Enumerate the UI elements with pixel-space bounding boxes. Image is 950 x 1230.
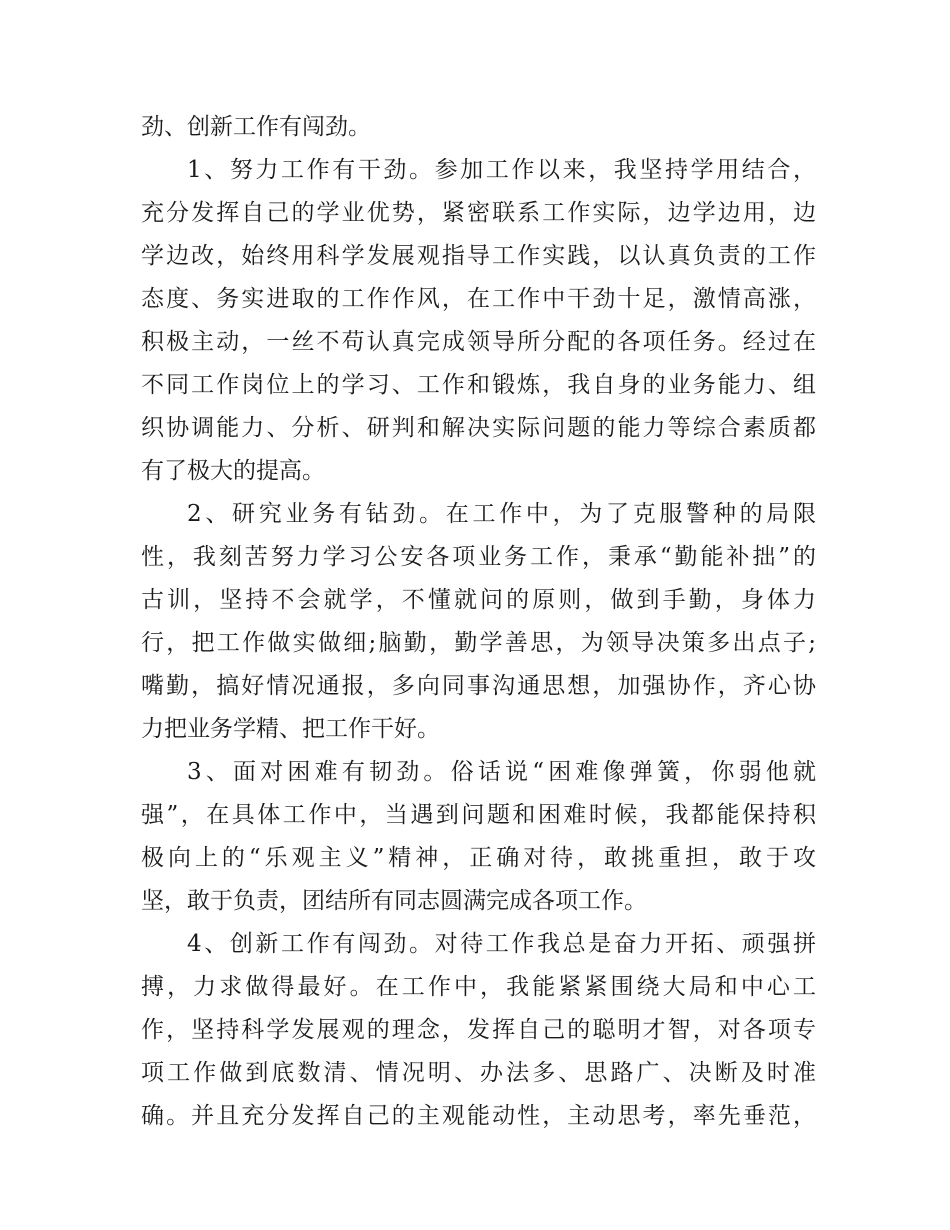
text-line: 搏，力求做得最好。在工作中，我能紧紧围绕大局和中心工 [141,974,816,1000]
text-line: 强”，在具体工作中，当遇到问题和困难时候，我都能保持积 [141,802,816,828]
text-line: 坚，敢于负责，团结所有同志圆满完成各项工作。 [141,888,647,914]
text-line: 有了极大的提高。 [141,458,325,484]
text-line: 作，坚持科学发展观的理念，发挥自己的聪明才智，对各项专 [141,1017,816,1043]
text-line: 极向上的“乐观主义”精神，正确对待，敢挑重担，敢于攻 [141,845,816,871]
text-line: 3、面对困难有韧劲。俗话说“困难像弹簧，你弱他就 [187,759,816,785]
text-line: 态度、务实进取的工作作风，在工作中干劲十足，激情高涨， [141,286,816,312]
text-line: 行，把工作做实做细;脑勤，勤学善思，为领导决策多出点子; [141,630,816,656]
text-line: 嘴勤，搞好情况通报，多向同事沟通思想，加强协作，齐心协 [141,673,816,699]
text-line: 力把业务学精、把工作干好。 [141,716,440,742]
text-line: 学边改，始终用科学发展观指导工作实践，以认真负责的工作 [141,243,816,269]
text-line: 2、研究业务有钻劲。在工作中，为了克服警种的局限 [187,501,816,527]
text-line: 劲、创新工作有闯劲。 [141,114,371,140]
text-line: 性，我刻苦努力学习公安各项业务工作，秉承“勤能补拙”的 [141,544,816,570]
text-line: 古训，坚持不会就学，不懂就问的原则，做到手勤，身体力 [141,587,816,613]
text-line: 项工作做到底数清、情况明、办法多、思路广、决断及时准 [141,1060,816,1086]
document-body [141,106,816,1138]
text-line: 充分发挥自己的学业优势，紧密联系工作实际，边学边用，边 [141,200,816,226]
text-line: 积极主动，一丝不苟认真完成领导所分配的各项任务。经过在 [141,329,816,355]
text-line: 1、努力工作有干劲。参加工作以来，我坚持学用结合， [187,157,816,183]
text-line: 确。并且充分发挥自己的主观能动性，主动思考，率先垂范， [141,1103,816,1129]
text-line: 4、创新工作有闯劲。对待工作我总是奋力开拓、顽强拼 [187,931,816,957]
text-line: 不同工作岗位上的学习、工作和锻炼，我自身的业务能力、组 [141,372,816,398]
text-line: 织协调能力、分析、研判和解决实际问题的能力等综合素质都 [141,415,816,441]
